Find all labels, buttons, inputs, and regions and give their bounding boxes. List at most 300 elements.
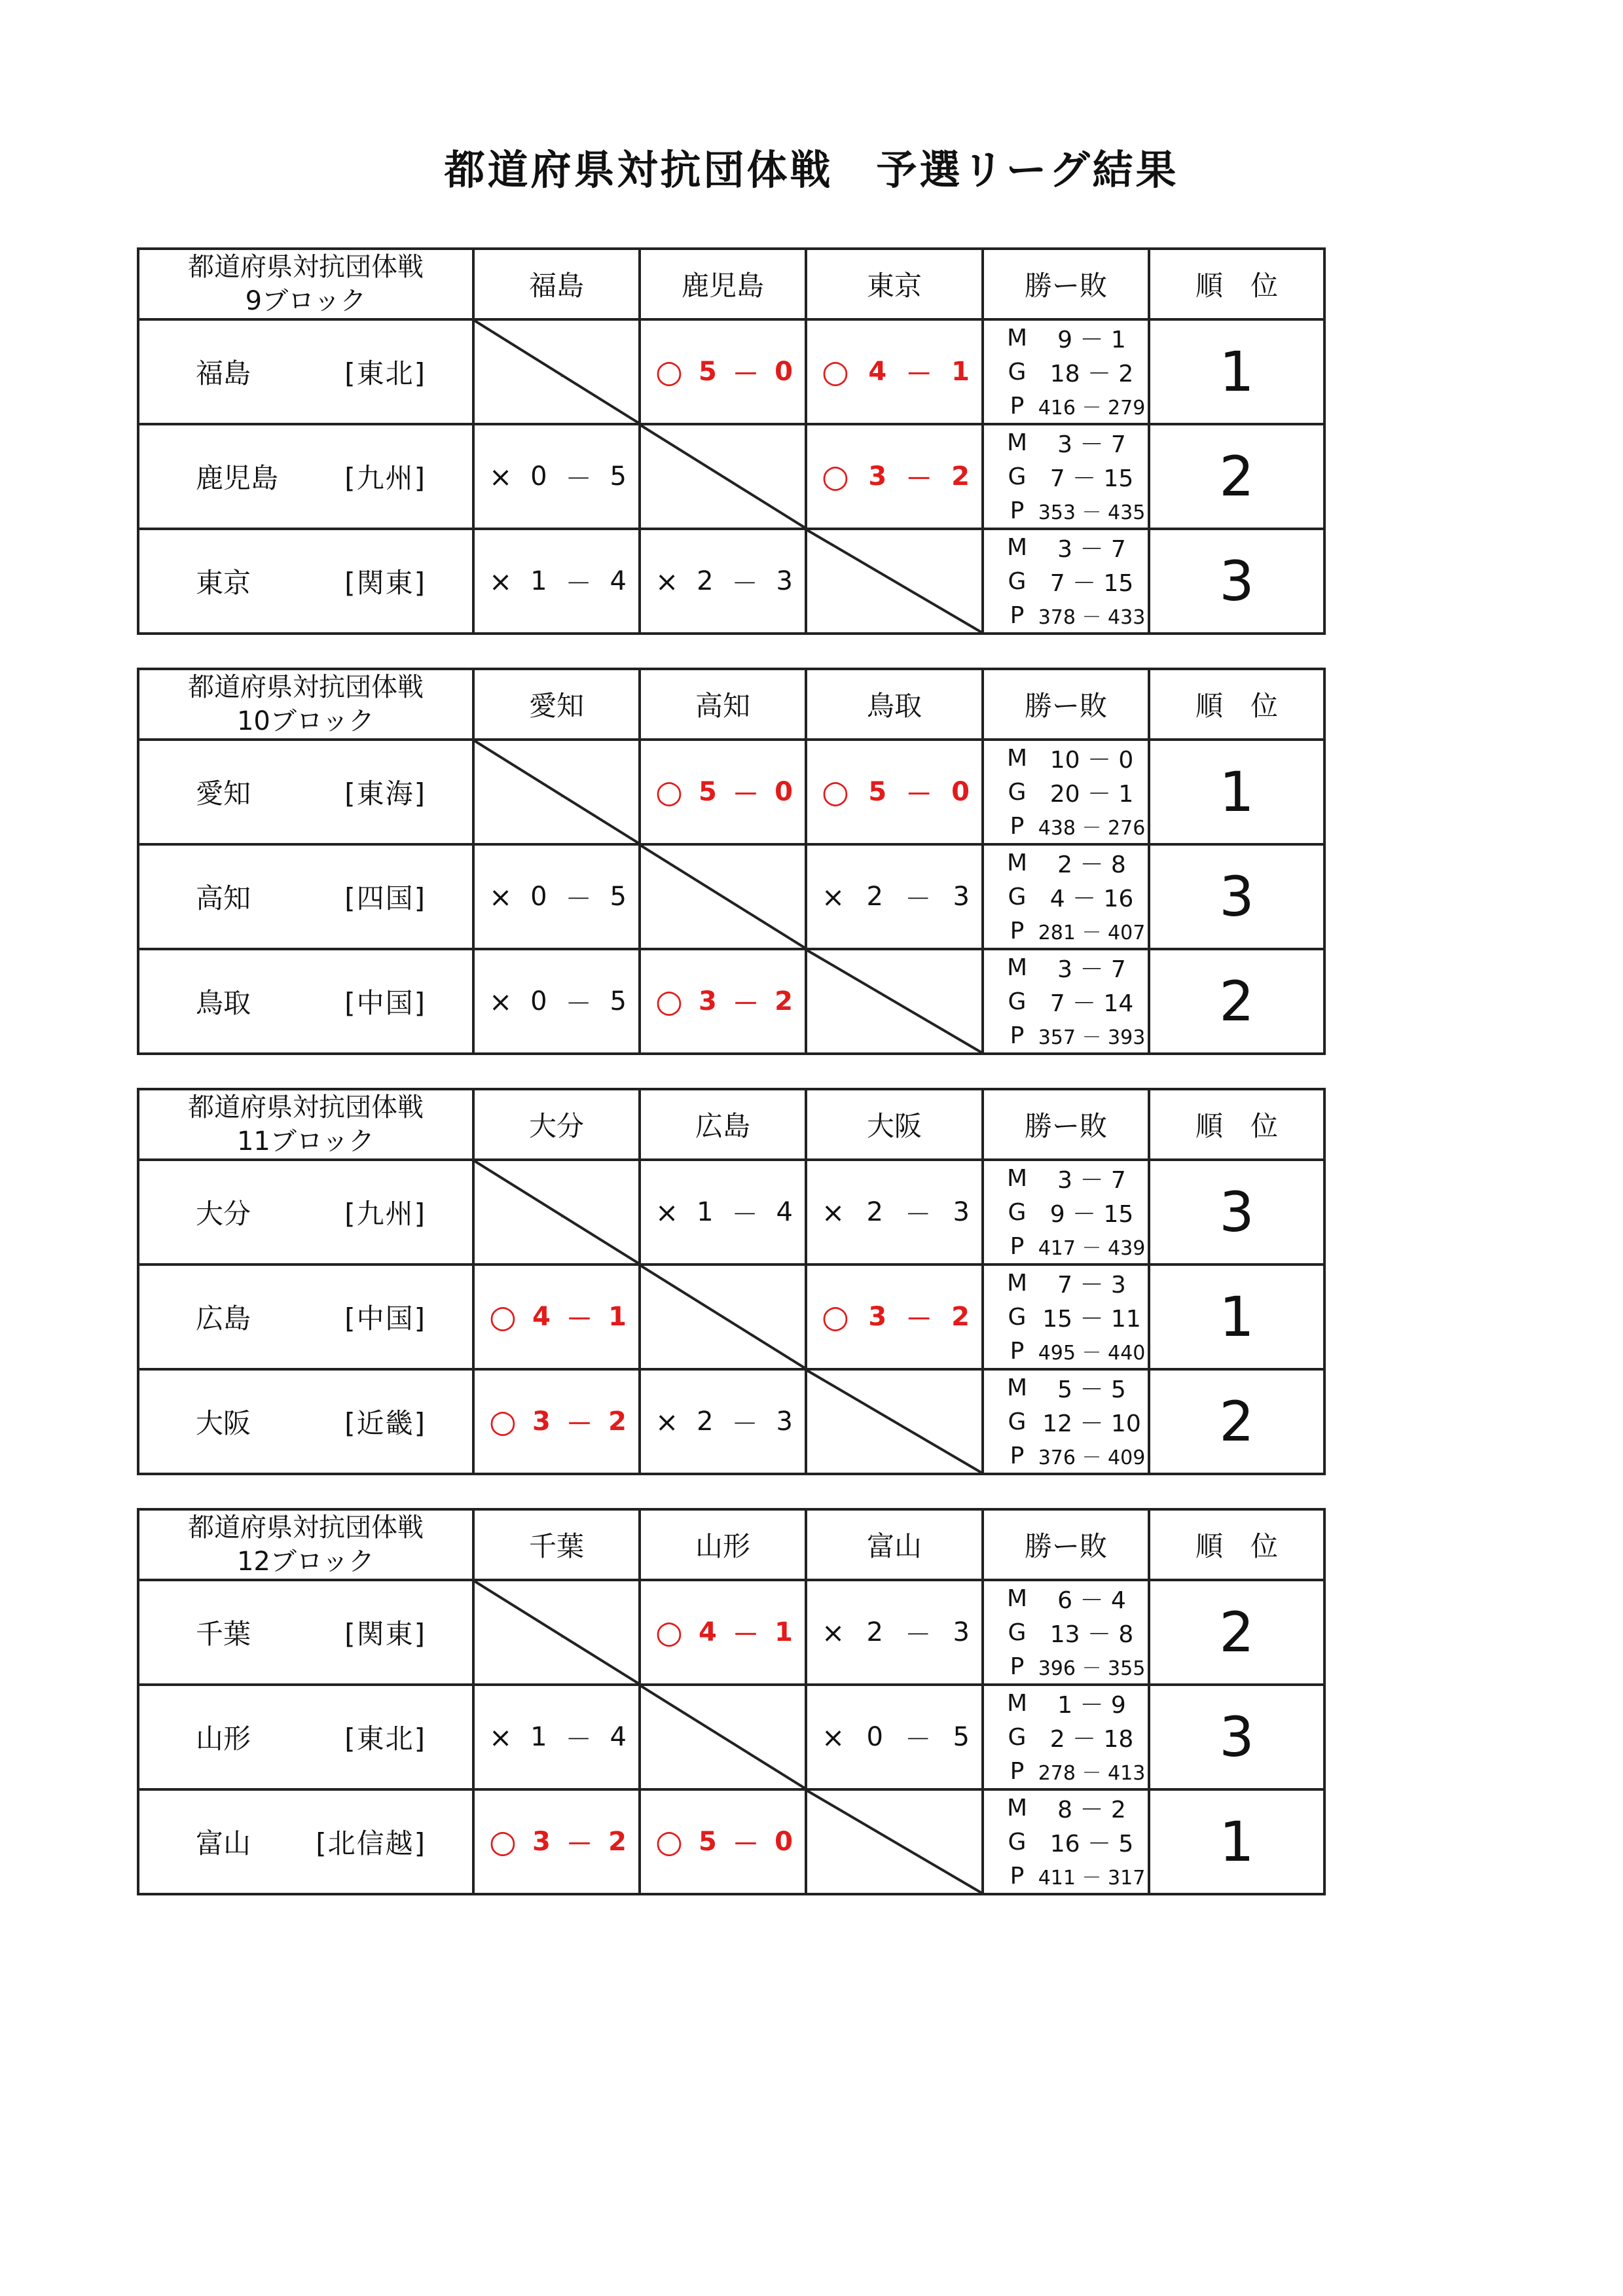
diagonal-slash (475, 1161, 638, 1263)
rank-value: 3 (1219, 865, 1254, 929)
point-stat (984, 389, 1148, 423)
score-own: 2 (697, 1407, 714, 1437)
rank-header: 順 位 (1149, 1509, 1324, 1580)
stat-label-p: P (1010, 917, 1025, 944)
diagonal-slash (641, 425, 805, 528)
block-label (138, 249, 473, 319)
win-loss-stats (983, 319, 1149, 424)
score-opponent: 5 (610, 461, 627, 492)
loss-cross-icon: × (489, 1721, 513, 1753)
score-opponent: 0 (951, 777, 970, 807)
score-dash: － (905, 1724, 932, 1755)
match-stat (984, 1791, 1148, 1825)
block-table-3 (137, 1088, 1326, 1475)
game-stat (984, 1720, 1148, 1754)
page-title: 都道府県対抗団体戦 予選リーグ結果 (444, 146, 1179, 194)
point-stat (984, 1334, 1148, 1368)
score-own: 3 (532, 1827, 551, 1857)
score-dash: － (905, 1619, 932, 1650)
diagonal-slash (807, 530, 981, 632)
stat-value-m: 3 － 7 (1057, 535, 1126, 563)
rank-cell (1149, 319, 1324, 424)
score-opponent: 2 (951, 1302, 970, 1332)
dot-mark: · (560, 1210, 564, 1224)
team-cell (138, 1789, 473, 1894)
stat-value-g: 4 － 16 (1049, 885, 1134, 912)
rank-value: 2 (1219, 444, 1254, 509)
score-own: 3 (699, 986, 717, 1016)
match-result-cell (640, 1580, 806, 1685)
team-name: 富山 (196, 1827, 251, 1859)
team-name: 鹿児島 (196, 462, 279, 494)
stat-value-m: 5 － 5 (1057, 1376, 1126, 1403)
rank-value: 1 (1219, 1285, 1254, 1349)
diagonal-slash (807, 950, 981, 1052)
score-own: 3 (868, 1302, 887, 1332)
score-dash: － (565, 568, 592, 599)
rank-value: 2 (1219, 969, 1254, 1033)
score-dash: － (733, 1619, 759, 1650)
win-loss-stats (983, 844, 1149, 949)
team-region: [北信越] (316, 1827, 426, 1859)
score-dash: － (733, 988, 759, 1019)
score-own: 2 (866, 1197, 883, 1227)
stat-label-m: M (1006, 744, 1028, 772)
rank-value: 3 (1219, 1180, 1254, 1244)
rank-header: 順 位 (1149, 249, 1324, 319)
score-dash: － (566, 1408, 593, 1439)
game-stat (984, 1615, 1148, 1649)
block-label-line1: 都道府県対抗団体戦 (188, 252, 424, 282)
score-opponent: 2 (608, 1407, 627, 1437)
score-opponent: 4 (776, 1197, 793, 1227)
self-match-cell (473, 1160, 640, 1265)
stat-value-m: 1 － 9 (1057, 1691, 1126, 1719)
column-team-name: 福島 (473, 249, 640, 319)
rank-cell (1149, 949, 1324, 1054)
score-dash: － (565, 884, 592, 914)
stat-label-g: G (1008, 567, 1027, 595)
score-opponent: 5 (953, 1722, 970, 1752)
score-own: 5 (699, 357, 717, 387)
block-label-line2: 11ブロック (236, 1126, 375, 1157)
block-label-line2: 10ブロック (236, 706, 375, 736)
team-name: 大分 (196, 1198, 251, 1230)
column-team-name: 高知 (640, 669, 806, 740)
stat-value-m: 6 － 4 (1057, 1587, 1126, 1614)
diagonal-slash (807, 1371, 981, 1473)
match-result-cell (806, 1580, 983, 1685)
win-loss-stats (983, 1580, 1149, 1685)
score-opponent: 3 (953, 1617, 970, 1647)
block-label (138, 1509, 473, 1580)
stat-label-g: G (1008, 463, 1027, 490)
block-label (138, 1089, 473, 1160)
diagonal-slash (641, 1686, 805, 1788)
stat-value-p: 416 － 279 (1038, 397, 1146, 420)
match-stat (984, 741, 1148, 775)
block-label-line1: 都道府県対抗団体戦 (188, 672, 424, 702)
match-result-cell (806, 740, 983, 844)
win-loss-stats (983, 1685, 1149, 1789)
stat-value-p: 396 － 355 (1038, 1657, 1146, 1680)
stat-value-m: 8 － 2 (1057, 1796, 1126, 1823)
loss-cross-icon: × (655, 565, 679, 598)
team-cell (138, 1580, 473, 1685)
stat-value-g: 7 － 14 (1049, 990, 1134, 1017)
team-region: [近畿] (344, 1407, 426, 1439)
point-stat (984, 809, 1148, 843)
score-opponent: 0 (775, 777, 793, 807)
stat-value-m: 3 － 7 (1057, 431, 1126, 458)
rank-header: 順 位 (1149, 669, 1324, 740)
loss-cross-icon: × (822, 880, 845, 913)
stat-value-p: 357 － 393 (1038, 1026, 1146, 1049)
stat-value-p: 417 － 439 (1038, 1237, 1146, 1260)
column-team-name: 富山 (806, 1509, 983, 1580)
stat-value-g: 2 － 18 (1049, 1725, 1134, 1753)
stat-value-p: 495 － 440 (1038, 1342, 1146, 1365)
match-result-cell (640, 949, 806, 1054)
team-name: 大阪 (196, 1407, 251, 1439)
point-stat (984, 1439, 1148, 1473)
score-own: 5 (868, 777, 887, 807)
score-own: 2 (697, 566, 714, 596)
score-opponent: 3 (953, 1197, 970, 1227)
stat-label-g: G (1008, 1723, 1027, 1751)
score-dash: － (566, 1829, 593, 1859)
block-table-4 (137, 1508, 1326, 1895)
score-own: 4 (868, 357, 887, 387)
rank-value: 1 (1219, 340, 1254, 404)
team-region: [東北] (344, 1723, 426, 1755)
game-stat (984, 1825, 1148, 1859)
stat-label-g: G (1008, 1619, 1027, 1646)
stat-label-p: P (1010, 1022, 1025, 1049)
stat-label-m: M (1006, 324, 1028, 351)
stat-label-g: G (1008, 778, 1027, 806)
win-loss-stats (983, 740, 1149, 844)
win-circle-icon: ○ (489, 1823, 517, 1860)
header-row (138, 1509, 1324, 1580)
stat-label-g: G (1008, 1408, 1027, 1435)
column-team-name: 愛知 (473, 669, 640, 740)
score-opponent: 2 (775, 986, 793, 1016)
team-cell (138, 319, 473, 424)
diagonal-slash (641, 846, 805, 948)
score-own: 5 (699, 777, 717, 807)
score-opponent: 2 (951, 461, 970, 492)
stat-label-m: M (1006, 1689, 1028, 1717)
block-label-line1: 都道府県対抗団体戦 (188, 1513, 424, 1543)
score-dash: － (733, 359, 759, 389)
match-result-cell (806, 319, 983, 424)
game-stat (984, 1195, 1148, 1229)
rank-value: 2 (1219, 1600, 1254, 1664)
win-circle-icon: ○ (655, 1823, 683, 1860)
loss-cross-icon: × (822, 1721, 845, 1753)
team-name: 千葉 (196, 1618, 251, 1650)
score-dash: － (731, 568, 758, 599)
stat-value-g: 16 － 5 (1049, 1830, 1134, 1857)
stat-label-m: M (1006, 954, 1028, 981)
score-dash: － (905, 359, 932, 389)
stat-value-g: 9 － 15 (1049, 1200, 1134, 1228)
stat-label-g: G (1008, 1828, 1027, 1856)
score-opponent: 1 (608, 1302, 627, 1332)
team-region: [関東] (344, 567, 426, 599)
stat-label-p: P (1010, 392, 1025, 420)
match-stat (984, 1686, 1148, 1720)
self-match-cell (640, 844, 806, 949)
rank-header: 順 位 (1149, 1089, 1324, 1160)
rank-cell (1149, 1580, 1324, 1685)
self-match-cell (806, 1369, 983, 1474)
stat-label-m: M (1006, 1585, 1028, 1612)
loss-cross-icon: × (489, 985, 513, 1018)
win-loss-stats (983, 1265, 1149, 1369)
block-label-line2: 12ブロック (236, 1547, 375, 1577)
team-name: 鳥取 (196, 987, 251, 1019)
stat-label-g: G (1008, 1198, 1027, 1226)
score-own: 5 (699, 1827, 717, 1857)
score-opponent: 3 (776, 566, 793, 596)
stat-label-m: M (1006, 849, 1028, 876)
point-stat (984, 1018, 1148, 1052)
point-stat (984, 1649, 1148, 1683)
team-cell (138, 844, 473, 949)
team-region: [関東] (344, 1618, 426, 1650)
team-region: [九州] (344, 1198, 426, 1230)
score-own: 1 (530, 1722, 547, 1752)
team-row (138, 1580, 1324, 1685)
team-name: 広島 (196, 1302, 251, 1335)
loss-cross-icon: × (489, 880, 513, 913)
team-name: 東京 (196, 567, 251, 599)
score-opponent: 5 (610, 986, 627, 1016)
dot-mark: · (560, 369, 564, 384)
self-match-cell (473, 740, 640, 844)
team-row (138, 529, 1324, 634)
game-stat (984, 1300, 1148, 1334)
win-circle-icon: ○ (822, 353, 849, 390)
team-row (138, 319, 1324, 424)
score-opponent: 1 (951, 357, 970, 387)
team-row (138, 1265, 1324, 1369)
rank-cell (1149, 529, 1324, 634)
team-cell (138, 740, 473, 844)
match-stat (984, 846, 1148, 880)
results-header: 勝ー敗 (983, 669, 1149, 740)
loss-cross-icon: × (489, 460, 513, 493)
loss-cross-icon: × (655, 1196, 679, 1229)
self-match-cell (473, 319, 640, 424)
point-stat (984, 1229, 1148, 1263)
header-row (138, 249, 1324, 319)
point-stat (984, 1754, 1148, 1788)
stat-value-g: 7 － 15 (1049, 465, 1134, 492)
column-team-name: 鹿児島 (640, 249, 806, 319)
match-result-cell (640, 529, 806, 634)
match-stat (984, 321, 1148, 355)
score-own: 0 (530, 882, 547, 912)
team-cell (138, 424, 473, 529)
rank-value: 2 (1219, 1390, 1254, 1454)
rank-value: 1 (1219, 760, 1254, 824)
score-own: 0 (530, 986, 547, 1016)
score-opponent: 4 (610, 1722, 627, 1752)
win-loss-stats (983, 424, 1149, 529)
results-header: 勝ー敗 (983, 1089, 1149, 1160)
stat-label-g: G (1008, 883, 1027, 910)
score-opponent: 0 (775, 357, 793, 387)
win-circle-icon: ○ (655, 774, 683, 810)
win-circle-icon: ○ (655, 353, 683, 390)
win-loss-stats (983, 1160, 1149, 1265)
stat-label-g: G (1008, 1303, 1027, 1331)
column-team-name: 大分 (473, 1089, 640, 1160)
stat-value-g: 15 － 11 (1042, 1305, 1141, 1333)
block-label-line1: 都道府県対抗団体戦 (188, 1092, 424, 1122)
rank-cell (1149, 424, 1324, 529)
match-result-cell (640, 1789, 806, 1894)
game-stat (984, 880, 1148, 914)
team-row (138, 1369, 1324, 1474)
self-match-cell (806, 1789, 983, 1894)
column-team-name: 大阪 (806, 1089, 983, 1160)
match-result-cell (806, 1265, 983, 1369)
self-match-cell (806, 949, 983, 1054)
team-cell (138, 1369, 473, 1474)
loss-cross-icon: × (822, 1196, 845, 1229)
stat-value-p: 376 － 409 (1038, 1446, 1146, 1469)
column-team-name: 山形 (640, 1509, 806, 1580)
stat-label-p: P (1010, 1653, 1025, 1680)
stat-label-m: M (1006, 429, 1028, 456)
header-row (138, 669, 1324, 740)
score-dash: － (565, 988, 592, 1019)
team-row (138, 1160, 1324, 1265)
win-circle-icon: ○ (655, 1614, 683, 1651)
point-stat (984, 493, 1148, 528)
rank-value: 3 (1219, 549, 1254, 613)
win-loss-stats (983, 529, 1149, 634)
score-own: 2 (866, 882, 883, 912)
stat-value-m: 3 － 7 (1057, 956, 1126, 983)
stat-label-g: G (1008, 988, 1027, 1015)
match-result-cell (806, 844, 983, 949)
stat-value-p: 278 － 413 (1038, 1762, 1146, 1785)
diagonal-slash (475, 741, 638, 843)
stat-value-g: 18 － 2 (1049, 360, 1134, 387)
win-loss-stats (983, 1789, 1149, 1894)
score-own: 3 (532, 1407, 551, 1437)
team-name: 愛知 (196, 778, 251, 810)
block-table-1 (137, 247, 1326, 635)
team-region: [四国] (344, 882, 426, 914)
team-cell (138, 949, 473, 1054)
score-opponent: 3 (953, 882, 970, 912)
match-result-cell (473, 424, 640, 529)
stat-value-g: 13 － 8 (1049, 1621, 1134, 1648)
dot-mark: · (560, 789, 564, 804)
diagonal-slash (641, 1266, 805, 1368)
stat-label-p: P (1010, 1232, 1025, 1260)
stat-value-m: 3 － 7 (1057, 1166, 1126, 1194)
column-team-name: 広島 (640, 1089, 806, 1160)
loss-cross-icon: × (822, 1616, 845, 1649)
stat-label-m: M (1006, 1269, 1028, 1297)
score-dash: － (731, 1199, 758, 1230)
team-row (138, 844, 1324, 949)
score-opponent: 1 (775, 1617, 793, 1647)
score-own: 2 (866, 1617, 883, 1647)
stat-label-p: P (1010, 812, 1025, 840)
stat-label-p: P (1010, 1757, 1025, 1785)
rank-cell (1149, 1160, 1324, 1265)
self-match-cell (640, 1685, 806, 1789)
stat-label-p: P (1010, 497, 1025, 524)
match-result-cell (806, 424, 983, 529)
score-dash: － (905, 463, 932, 494)
rank-cell (1149, 1369, 1324, 1474)
team-region: [中国] (344, 987, 426, 1019)
loss-cross-icon: × (489, 565, 513, 598)
match-stat (984, 1581, 1148, 1615)
score-dash: － (565, 1724, 592, 1755)
results-header: 勝ー敗 (983, 249, 1149, 319)
score-opponent: 3 (776, 1407, 793, 1437)
stat-value-p: 378 － 433 (1038, 606, 1146, 629)
match-result-cell (473, 529, 640, 634)
score-opponent: 0 (775, 1827, 793, 1857)
rank-cell (1149, 1265, 1324, 1369)
diagonal-slash (807, 1791, 981, 1893)
score-own: 4 (699, 1617, 717, 1647)
stat-value-m: 10 － 0 (1049, 746, 1134, 774)
match-result-cell (640, 1160, 806, 1265)
match-result-cell (473, 1265, 640, 1369)
rank-cell (1149, 740, 1324, 844)
rank-value: 3 (1219, 1705, 1254, 1769)
stat-value-p: 438 － 276 (1038, 817, 1146, 840)
column-team-name: 東京 (806, 249, 983, 319)
match-result-cell (473, 1685, 640, 1789)
column-team-name: 千葉 (473, 1509, 640, 1580)
match-result-cell (473, 1789, 640, 1894)
stat-value-p: 281 － 407 (1038, 922, 1146, 944)
stat-value-g: 7 － 15 (1049, 569, 1134, 597)
win-circle-icon: ○ (822, 458, 849, 495)
self-match-cell (806, 529, 983, 634)
score-dash: － (905, 1304, 932, 1335)
score-dash: － (566, 1304, 593, 1335)
win-circle-icon: ○ (822, 1299, 849, 1335)
stat-label-p: P (1010, 601, 1025, 629)
match-result-cell (640, 740, 806, 844)
score-opponent: 4 (610, 566, 627, 596)
team-row (138, 1789, 1324, 1894)
rank-cell (1149, 844, 1324, 949)
self-match-cell (640, 424, 806, 529)
stat-value-p: 353 － 435 (1038, 501, 1146, 524)
score-dash: － (733, 1829, 759, 1859)
match-result-cell (640, 319, 806, 424)
game-stat (984, 775, 1148, 809)
team-cell (138, 529, 473, 634)
team-name: 福島 (196, 357, 251, 389)
score-dash: － (905, 1199, 932, 1230)
